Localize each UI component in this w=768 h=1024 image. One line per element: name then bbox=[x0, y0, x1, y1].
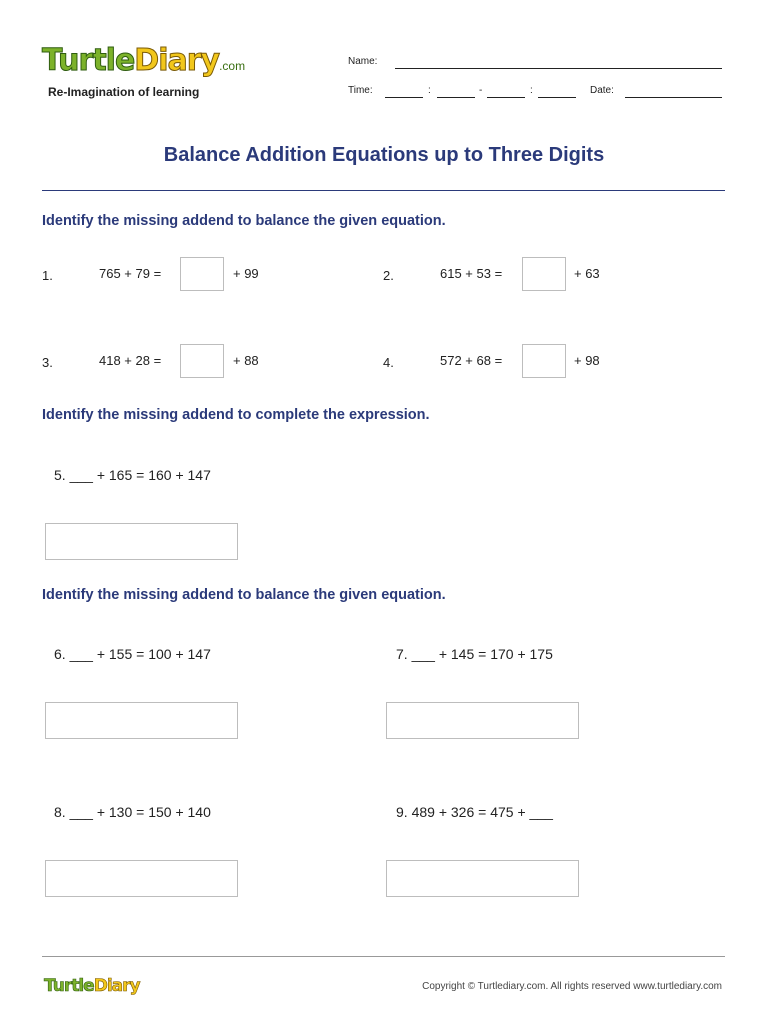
time-hours-end-field[interactable] bbox=[487, 97, 525, 98]
time-separator-2: : bbox=[530, 85, 533, 96]
time-range-separator: - bbox=[479, 85, 483, 96]
question-2-right: + 63 bbox=[574, 266, 600, 281]
question-4-left: 572 + 68 = bbox=[440, 353, 503, 368]
question-4-number: 4. bbox=[383, 355, 394, 370]
time-label: Time: bbox=[348, 85, 373, 96]
question-1-right: + 99 bbox=[233, 266, 259, 281]
question-1-answer-box[interactable] bbox=[180, 257, 224, 291]
footer-divider bbox=[42, 956, 725, 957]
question-3-number: 3. bbox=[42, 355, 53, 370]
question-3-left: 418 + 28 = bbox=[99, 353, 162, 368]
tagline: Re-Imagination of learning bbox=[48, 85, 200, 99]
section-heading-3: Identify the missing addend to balance the given equation. bbox=[42, 587, 446, 603]
time-minutes-end-field[interactable] bbox=[538, 97, 576, 98]
question-1-left: 765 + 79 = bbox=[99, 266, 162, 281]
question-2-answer-box[interactable] bbox=[522, 257, 566, 291]
time-hours-start-field[interactable] bbox=[385, 97, 423, 98]
question-1-number: 1. bbox=[42, 268, 53, 283]
question-2-number: 2. bbox=[383, 268, 394, 283]
page-title: Balance Addition Equations up to Three Digits bbox=[163, 144, 605, 166]
question-7: 7. ___ + 145 = 170 + 175 bbox=[396, 646, 553, 662]
question-9: 9. 489 + 326 = 475 + ___ bbox=[396, 804, 553, 820]
time-separator: : bbox=[428, 85, 431, 96]
title-divider bbox=[42, 190, 725, 191]
question-3-right: + 88 bbox=[233, 353, 259, 368]
footer-logo: TurtleDiary bbox=[44, 976, 140, 996]
question-2-left: 615 + 53 = bbox=[440, 266, 503, 281]
question-4-answer-box[interactable] bbox=[522, 344, 566, 378]
question-6: 6. ___ + 155 = 100 + 147 bbox=[54, 646, 211, 662]
question-9-answer-box[interactable] bbox=[386, 860, 579, 897]
question-6-answer-box[interactable] bbox=[45, 702, 238, 739]
name-field[interactable] bbox=[395, 68, 722, 69]
question-8-answer-box[interactable] bbox=[45, 860, 238, 897]
date-field[interactable] bbox=[625, 97, 722, 98]
turtle-diary-logo: TurtleDiary.com bbox=[42, 43, 246, 78]
copyright-text: Copyright © Turtlediary.com. All rights reserved www.turtlediary.com bbox=[422, 981, 722, 992]
section-heading-1: Identify the missing addend to balance the given equation. bbox=[42, 213, 446, 229]
name-label: Name: bbox=[348, 56, 378, 67]
date-label: Date: bbox=[590, 85, 614, 96]
question-8: 8. ___ + 130 = 150 + 140 bbox=[54, 804, 211, 820]
section-heading-2: Identify the missing addend to complete the expression. bbox=[42, 407, 430, 423]
question-5-answer-box[interactable] bbox=[45, 523, 238, 560]
time-minutes-start-field[interactable] bbox=[437, 97, 475, 98]
question-5: 5. ___ + 165 = 160 + 147 bbox=[54, 467, 211, 483]
question-4-right: + 98 bbox=[574, 353, 600, 368]
question-3-answer-box[interactable] bbox=[180, 344, 224, 378]
question-7-answer-box[interactable] bbox=[386, 702, 579, 739]
